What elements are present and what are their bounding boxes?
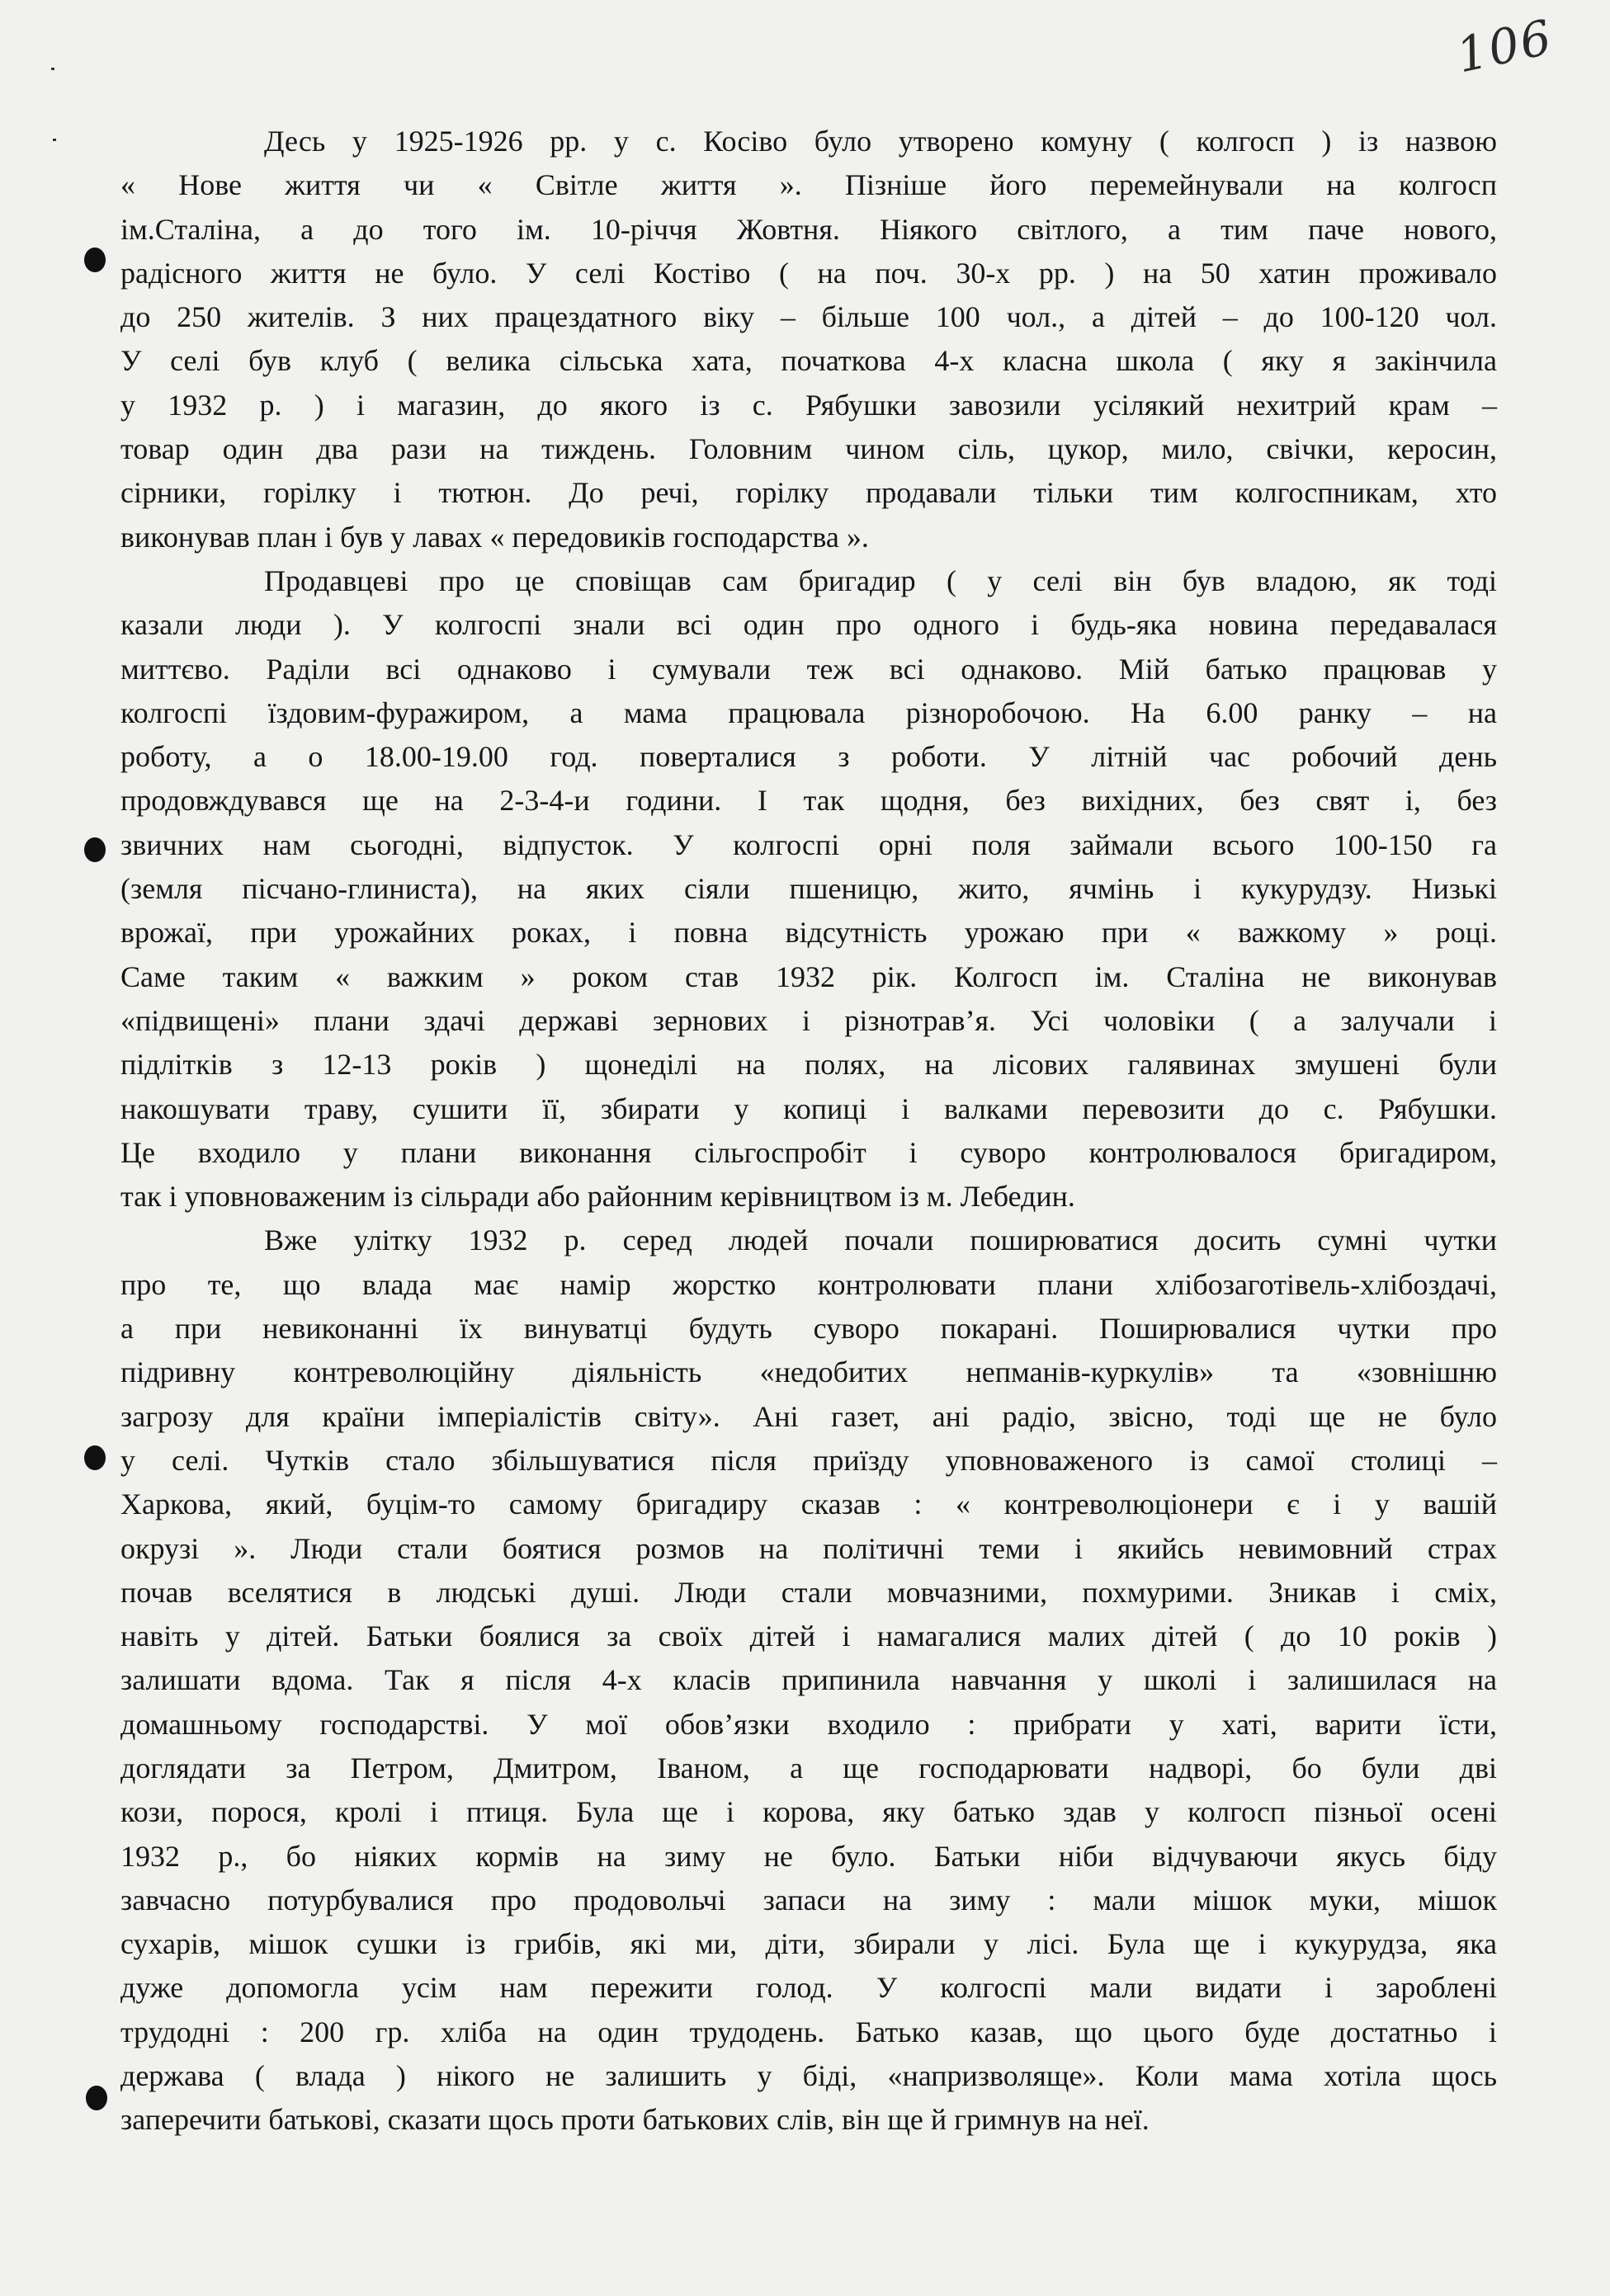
punch-hole (84, 248, 106, 272)
text-line: про те, що влада має намір жорстко контролювати плани хлібозаготівель-хлібоздачі, (120, 1267, 1497, 1301)
text-line: почав вселятися в людські душі. Люди стали мовчазними, похмурими. Зникав і сміх, (120, 1575, 1497, 1609)
text-line: дуже допомогла усім нам пережити голод. У колгоспі мали видати і зароблені (120, 1971, 1497, 2005)
scan-speck (51, 68, 54, 70)
punch-hole (84, 1445, 106, 1470)
text-line: до 250 жителів. З них працездатного віку – більше 100 чол., а дітей – до 100-120 чол. (120, 300, 1497, 334)
handwritten-page-number: 106 (1452, 8, 1558, 84)
text-line: а при невиконанні їх винуватці будуть суворо покарані. Поширювалися чутки про (120, 1312, 1497, 1346)
text-line: загрозу для країни імперіалістів світу». Ані газет, ані радіо, звісно, тоді ще не було (120, 1399, 1497, 1433)
text-line: підлітків з 12-13 років ) щонеділі на полях, на лісових галявинах змушені були (120, 1048, 1497, 1082)
text-line: Вже улітку 1932 р. серед людей почали поширюватися досить сумні чутки (264, 1223, 1497, 1257)
punch-hole (86, 2086, 107, 2110)
text-line: доглядати за Петром, Дмитром, Іваном, а ще господарювати надворі, бо були дві (120, 1751, 1497, 1784)
text-line: підривну контреволюційну діяльність «недобитих непманів-куркулів» та «зовнішню (120, 1355, 1497, 1389)
text-line: У селі був клуб ( велика сільська хата, початкова 4-х класна школа ( яку я закінчила (120, 344, 1497, 378)
text-line: врожаї, при урожайних роках, і повна відсутність урожаю при « важкому » році. (120, 916, 1497, 950)
text-line: Продавцеві про це сповіщав сам бригадир ( у селі він був владою, як тоді (264, 563, 1497, 597)
text-line: (земля пісчано-глиниста), на яких сіяли пшеницю, жито, ячмінь і кукурудзу. Низькі (120, 872, 1497, 906)
text-line: «підвищені» плани здачі державі зернових і різнотрав’я. Усі чоловіки ( а залучали і (120, 1003, 1497, 1037)
text-line: « Нове життя чи « Світле життя ». Пізніше його перемейнували на колгосп (120, 168, 1497, 202)
text-line: кози, порося, кролі і птиця. Була ще і корова, яку батько здав у колгосп пізньої осені (120, 1795, 1497, 1829)
document-body (120, 120, 1497, 2143)
text-line: накошувати траву, сушити її, збирати у копиці і валками перевозити до с. Рябушки. (120, 1091, 1497, 1125)
text-line: звичних нам сьогодні, відпусток. У колгоспі орні поля займали всього 100-150 га (120, 827, 1497, 861)
text-line: Харкова, який, буцім-то самому бригадиру сказав : « контреволюціонери є і у вашій (120, 1487, 1497, 1521)
text-line: сірники, горілку і тютюн. До речі, горілку продавали тільки тим колгоспникам, хто (120, 476, 1497, 510)
text-line: продовждувався ще на 2-3-4-и години. І так щодня, без вихідних, без свят і, без (120, 784, 1497, 818)
text-line: сухарів, мішок сушки із грибів, які ми, діти, збирали у лісі. Була ще і кукурудза, яка (120, 1927, 1497, 1961)
text-line: 1932 р., бо ніяких кормів на зиму не було. Батьки ніби відчуваючи якусь біду (120, 1839, 1497, 1873)
text-line: держава ( влада ) нікого не залишить у біді, «напризволяще». Коли мама хотіла щось (120, 2059, 1497, 2093)
text-line: казали люди ). У колгоспі знали всі один про одного і будь-яка новина передавалася (120, 608, 1497, 642)
scan-speck (53, 139, 56, 141)
text-line: Саме таким « важким » роком став 1932 рік. Колгосп ім. Сталіна не виконував (120, 959, 1497, 993)
text-line: трудодні : 200 гр. хліба на один трудодень. Батько казав, що цього буде достатньо і (120, 2015, 1497, 2048)
text-line: роботу, а о 18.00-19.00 год. поверталися з роботи. У літній час робочий день (120, 740, 1497, 774)
text-line: Це входило у плани виконання сільгоспробіт і суворо контролювалося бригадиром, (120, 1135, 1497, 1169)
text-line: Десь у 1925-1926 рр. у с. Косіво було утворено комуну ( колгосп ) із назвою (264, 125, 1497, 158)
text-line: заперечити батькові, сказати щось проти батькових слів, він ще й гримнув на неї. (120, 2103, 1150, 2137)
text-line: радісного життя не було. У селі Костіво ( на поч. 30-х рр. ) на 50 хатин проживало (120, 256, 1497, 290)
text-line: у селі. Чутків стало збільшуватися після приїзду уповноваженого із самої столиці – (120, 1443, 1497, 1477)
text-line: виконував план і був у лавах « передовиків господарства ». (120, 520, 869, 554)
punch-hole (84, 837, 106, 862)
text-line: у 1932 р. ) і магазин, до якого із с. Рябушки завозили усілякий нехитрий крам – (120, 388, 1497, 422)
text-line: завчасно потурбувалися про продовольчі запаси на зиму : мали мішок муки, мішок (120, 1883, 1497, 1916)
text-line: колгоспі їздовим-фуражиром, а мама працювала різноробочою. На 6.00 ранку – на (120, 695, 1497, 729)
text-line: миттєво. Раділи всі однаково і сумували теж всі однаково. Мій батько працював у (120, 652, 1497, 686)
text-line: окрузі ». Люди стали боятися розмов на політичні теми і якийсь невимовний страх (120, 1531, 1497, 1565)
text-line: так і уповноваженим із сільради або районним керівництвом із м. Лебедин. (120, 1180, 1075, 1214)
text-line: залишати вдома. Так я після 4-х класів припинила навчання у школі і залишилася на (120, 1663, 1497, 1697)
text-line: ім.Сталіна, а до того ім. 10-річчя Жовтня. Ніякого світлого, а тим паче нового, (120, 212, 1497, 246)
text-line: навіть у дітей. Батьки боялися за своїх дітей і намагалися малих дітей ( до 10 років ) (120, 1619, 1497, 1653)
text-line: товар один два рази на тиждень. Головним чином сіль, цукор, мило, свічки, керосин, (120, 432, 1497, 466)
text-line: домашньому господарстві. У мої обов’язки входило : прибрати у хаті, варити їсти, (120, 1707, 1497, 1741)
